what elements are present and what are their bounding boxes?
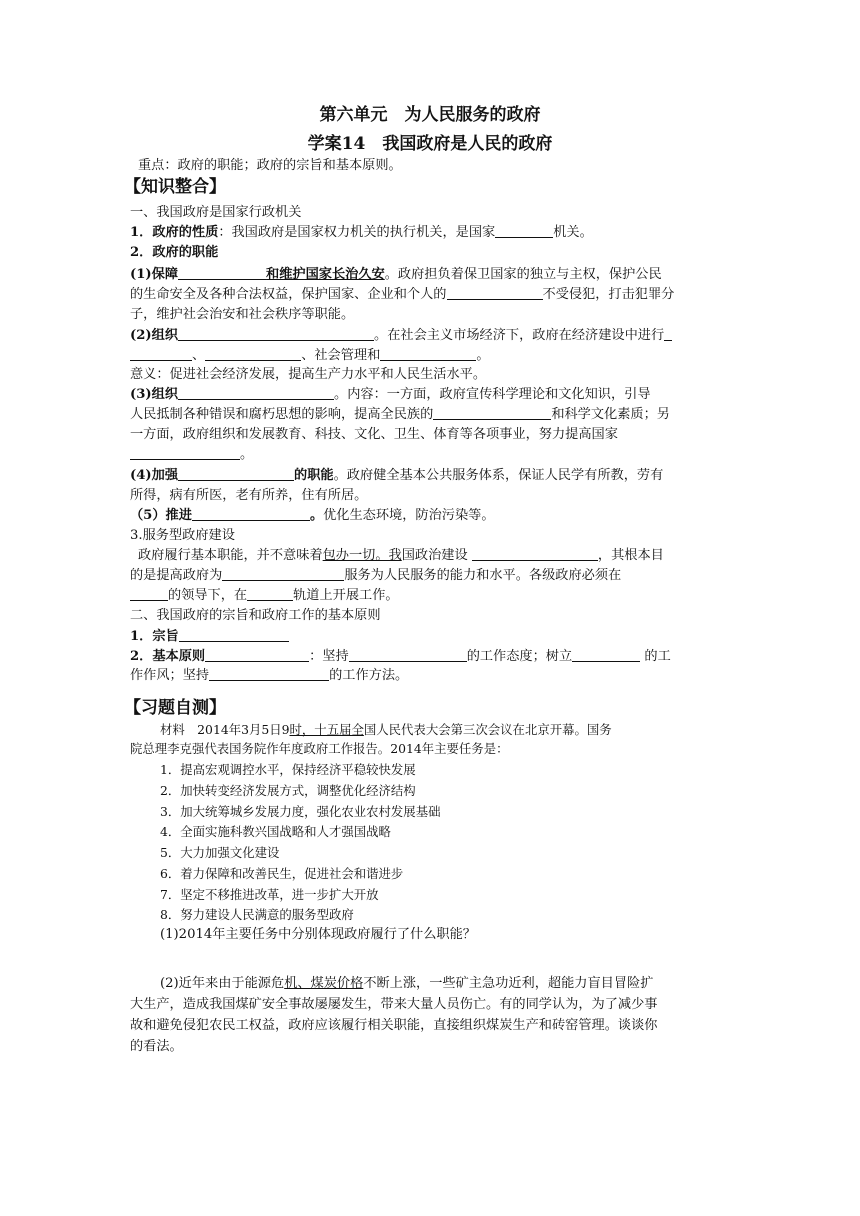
purpose-line [130, 627, 735, 647]
material-line [160, 720, 735, 740]
service-gov-line-2 [130, 566, 735, 586]
function-1-text: 。政府担负着保卫国家的独立与主权，保护公民 [384, 267, 662, 282]
function-1-label: (1)保障 [130, 267, 179, 282]
function-3-line-2 [130, 405, 735, 425]
blank[interactable] [178, 265, 266, 280]
purpose-label: 1．宗旨 [130, 629, 179, 644]
function-3-line-4 [130, 445, 735, 465]
function-5-sep: 。 [309, 508, 324, 523]
question-2-line-2: 大生产，造成我国煤矿安全事故屡屡发生，带来大量人员伤亡。有的同学认为，为了减少事 [130, 997, 658, 1012]
function-4-title: 的职能 [294, 468, 334, 483]
function-2-text: 。在社会主义市场经济下，政府在经济建设中进行 [374, 328, 665, 343]
service-gov-text-8: 轨道上开展工作。 [293, 588, 399, 603]
function-2-text-2: 、社会管理和 [301, 348, 381, 363]
service-gov-text-2: 包办一切。我 [322, 548, 402, 563]
task-item-8: 8．努力建设人民满意的服务型政府 [160, 907, 354, 922]
task-item-6: 6．着力保障和改善民生，促进社会和谐进步 [160, 866, 404, 881]
function-2-meaning: 意义：促进社会经济发展，提高生产力水平和人民生活水平。 [130, 367, 487, 382]
principles-text-2: 的工作态度；树立 [466, 649, 573, 664]
blank[interactable] [495, 223, 553, 238]
service-gov-text-7: 的领导下，在 [168, 588, 248, 603]
service-gov-text-5: 的是提高政府为 [130, 568, 223, 583]
section-two-heading: 二、我国政府的宗旨和政府工作的基本原则 [130, 608, 381, 623]
blank[interactable] [205, 647, 309, 662]
blank[interactable] [572, 647, 640, 662]
blank[interactable] [447, 285, 543, 300]
blank[interactable] [178, 466, 294, 481]
function-3-line-3: 一方面，政府组织和发展教育、科技、文化、卫生、体育等各项事业，努力提高国家 [130, 427, 618, 442]
task-item-1: 1．提高宏观调控水平，保持经济平稳较快发展 [160, 762, 416, 777]
section-one-heading: 一、我国政府是国家行政机关 [130, 205, 302, 220]
function-3-end: 。 [240, 447, 254, 462]
unit-title: 第六单元 为人民服务的政府 [319, 105, 541, 125]
function-4-line [130, 466, 735, 486]
gov-nature-text: ：我国政府是国家权力机关的执行机关，是国家 [218, 225, 496, 240]
question-2-text: (2)近年来由于能源危 [160, 976, 285, 991]
blank[interactable] [178, 385, 334, 400]
function-3-text: 。内容：一方面，政府宣传科学理论和文化知识，引导 [334, 387, 651, 402]
gov-nature-line [130, 223, 735, 243]
principles-line [130, 647, 735, 667]
function-3-text-2: 人民抵制各种错误和腐朽思想的影响，提高全民族的 [130, 407, 434, 422]
function-1-title: 和维护国家长治久安 [266, 267, 385, 282]
question-2-line-3: 故和避免侵犯农民工权益，政府应该履行相关职能，直接组织煤炭生产和砖窑管理。谈谈你 [130, 1018, 658, 1033]
service-gov-line [138, 546, 735, 566]
practice-heading: 【习题自测】 [124, 698, 226, 718]
function-4-text: 。政府健全基本公共服务体系，保证人民学有所教，劳有 [333, 468, 664, 483]
gov-functions-heading: 2．政府的职能 [130, 245, 219, 260]
knowledge-heading: 【知识整合】 [124, 177, 226, 197]
blank[interactable] [209, 666, 329, 681]
question-2-line [160, 974, 735, 994]
blank[interactable] [472, 546, 598, 561]
principles-text: ：坚持 [309, 649, 349, 664]
task-item-7: 7．坚定不移推进改革，进一步扩大开放 [160, 887, 379, 902]
function-1-line-3: 子，维护社会治安和社会秩序等职能。 [130, 307, 355, 322]
principles-line-2 [130, 666, 735, 686]
task-item-2: 2．加快转变经济发展方式，调整优化经济结构 [160, 783, 416, 798]
blank[interactable] [130, 346, 192, 361]
blank[interactable] [178, 326, 374, 341]
principles-text-3: 的工 [644, 649, 671, 664]
key-points: 重点：政府的职能；政府的宗旨和基本原则。 [138, 158, 402, 173]
principles-label: 2．基本原则 [130, 649, 206, 664]
question-2-text-2: 机、煤炭价格 [284, 976, 364, 991]
function-5-line [130, 506, 735, 526]
material-text-3: 国人民代表大会第三次会议在北京开幕。国务 [363, 722, 612, 737]
material-text: 材料 2014年3月5日9 [160, 722, 290, 737]
task-item-3: 3．加大统筹城乡发展力度，强化农业农村发展基础 [160, 804, 441, 819]
blank[interactable] [433, 405, 551, 420]
function-2-end: 。 [476, 348, 490, 363]
function-2-sep: 、 [192, 348, 206, 363]
service-gov-line-3 [130, 586, 735, 606]
function-1-line [130, 265, 735, 285]
service-gov-heading: 3.服务型政府建设 [130, 528, 235, 543]
service-gov-text: 政府履行基本职能，并不意味着 [138, 548, 323, 563]
function-4-line-2: 所得，病有所医，老有所养，住有所居。 [130, 488, 368, 503]
function-5-label: （5）推进 [130, 508, 192, 523]
blank[interactable] [247, 586, 293, 601]
lesson-title: 学案14 我国政府是人民的政府 [307, 134, 553, 154]
blank[interactable] [192, 506, 310, 521]
blank[interactable] [130, 445, 240, 460]
function-2-label: (2)组织 [130, 328, 179, 343]
gov-nature-label: 1．政府的性质 [130, 225, 219, 240]
function-2-line-2 [130, 346, 735, 366]
function-5-text: 优化生态环境，防治污染等。 [323, 508, 495, 523]
function-2-line [130, 326, 735, 346]
blank[interactable] [222, 566, 344, 581]
gov-nature-end: 机关。 [553, 225, 593, 240]
function-3-label: (3)组织 [130, 387, 179, 402]
principles-text-5: 的工作方法。 [329, 668, 409, 683]
task-item-5: 5．大力加强文化建设 [160, 845, 280, 860]
principles-text-4: 作作风；坚持 [130, 668, 210, 683]
material-text-2: 时，十五届全 [289, 722, 364, 737]
function-1-line-2 [130, 285, 735, 305]
blank[interactable] [179, 627, 289, 642]
service-gov-text-6: 服务为人民服务的能力和水平。各级政府必须在 [344, 568, 622, 583]
task-item-4: 4．全面实施科教兴国战略和人才强国战略 [160, 824, 391, 839]
service-gov-text-4: ，其根本目 [597, 548, 664, 563]
function-3-text-3: 和科学文化素质；另 [551, 407, 670, 422]
blank[interactable] [380, 346, 476, 361]
question-2-line-4: 的看法。 [130, 1039, 183, 1054]
blank[interactable] [205, 346, 301, 361]
service-gov-text-3: 国政治建设 [401, 548, 468, 563]
function-1-text-2: 的生命安全及各种合法权益，保护国家、企业和个人的 [130, 287, 447, 302]
blank[interactable] [130, 586, 168, 601]
function-3-line [130, 385, 735, 405]
function-4-label: (4)加强 [130, 468, 179, 483]
question-1: (1)2014年主要任务中分别体现政府履行了什么职能？ [160, 927, 476, 942]
material-line-2: 院总理李克强代表国务院作年度政府工作报告。2014年主要任务是： [130, 741, 509, 756]
function-1-text-3: 不受侵犯，打击犯罪分 [542, 287, 675, 302]
blank[interactable] [349, 647, 467, 662]
blank[interactable] [664, 326, 672, 341]
question-2-text-3: 不断上涨，一些矿主急功近利，超能力盲目冒险扩 [363, 976, 654, 991]
